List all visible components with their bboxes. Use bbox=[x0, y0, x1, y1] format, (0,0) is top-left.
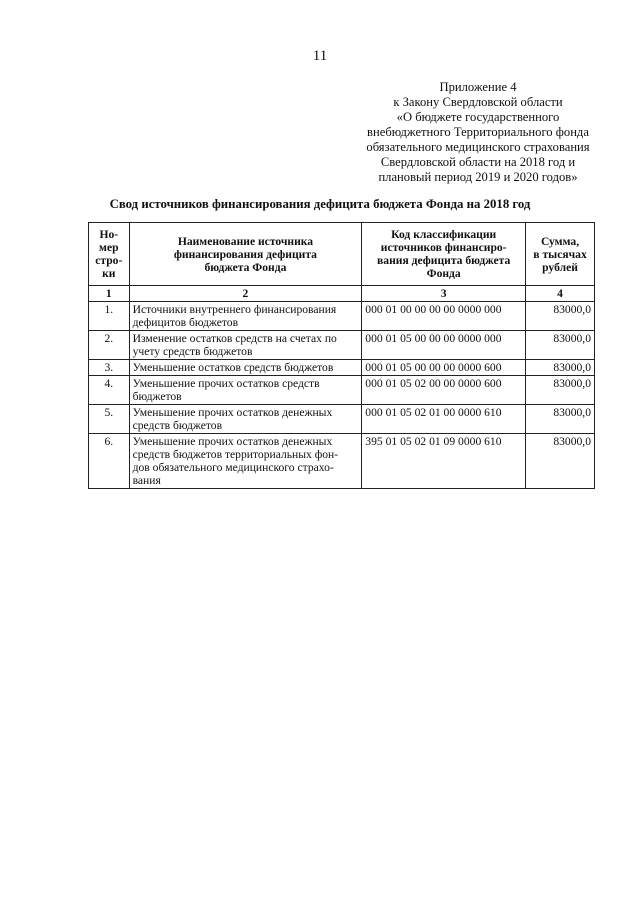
table-row bbox=[89, 331, 595, 360]
sum-value: 83000,0 bbox=[526, 434, 595, 489]
classification-code: 000 01 05 02 00 00 0000 600 bbox=[362, 376, 526, 405]
header-classification-code: Код классификации источников финансиро- вания дефицита бюджета Фонда bbox=[362, 223, 526, 286]
column-number-row bbox=[89, 286, 595, 302]
table-row bbox=[89, 405, 595, 434]
classification-code: 000 01 05 00 00 00 0000 000 bbox=[362, 331, 526, 360]
sum-value: 83000,0 bbox=[526, 331, 595, 360]
header-source-name: Наименование источника финансирования дефицита бюджета Фонда bbox=[129, 223, 362, 286]
column-number: 3 bbox=[362, 286, 526, 302]
row-number: 3. bbox=[89, 360, 130, 376]
appendix-line: «О бюджете государственного bbox=[396, 110, 560, 124]
source-name: Уменьшение прочих остатков средств бюджетов bbox=[129, 376, 362, 405]
column-number: 1 bbox=[89, 286, 130, 302]
appendix-line: Приложение 4 bbox=[439, 80, 517, 94]
appendix-line: внебюджетного Территориального фонда bbox=[367, 125, 589, 139]
table-header-row bbox=[89, 223, 595, 286]
document-title: Свод источников финансирования дефицита бюджета Фонда на 2018 год bbox=[109, 197, 531, 211]
appendix-line: Свердловской области на 2018 год и bbox=[380, 155, 576, 169]
sum-value: 83000,0 bbox=[526, 376, 595, 405]
source-name: Уменьшение прочих остатков денежных средств бюджетов bbox=[129, 405, 362, 434]
row-number: 6. bbox=[89, 434, 130, 489]
classification-code: 000 01 05 00 00 00 0000 600 bbox=[362, 360, 526, 376]
header-sum: Сумма, в тысячах рублей bbox=[526, 223, 595, 286]
row-number: 2. bbox=[89, 331, 130, 360]
appendix-header bbox=[358, 80, 598, 185]
header-row-number: Но- мер стро- ки bbox=[89, 223, 130, 286]
page-number: 11 bbox=[312, 48, 328, 64]
row-number: 4. bbox=[89, 376, 130, 405]
table-row bbox=[89, 302, 595, 331]
source-name: Уменьшение остатков средств бюджетов bbox=[129, 360, 362, 376]
source-name: Изменение остатков средств на счетах по учету средств бюджетов bbox=[129, 331, 362, 360]
appendix-line: плановый период 2019 и 2020 годов» bbox=[378, 170, 578, 184]
table-row bbox=[89, 434, 595, 489]
sum-value: 83000,0 bbox=[526, 360, 595, 376]
sum-value: 83000,0 bbox=[526, 405, 595, 434]
sum-value: 83000,0 bbox=[526, 302, 595, 331]
classification-code: 000 01 00 00 00 00 0000 000 bbox=[362, 302, 526, 331]
table-row bbox=[89, 376, 595, 405]
classification-code: 395 01 05 02 01 09 0000 610 bbox=[362, 434, 526, 489]
column-number: 4 bbox=[526, 286, 595, 302]
source-name: Источники внутреннего финансирования дефицитов бюджетов bbox=[129, 302, 362, 331]
row-number: 1. bbox=[89, 302, 130, 331]
row-number: 5. bbox=[89, 405, 130, 434]
table-row bbox=[89, 360, 595, 376]
classification-code: 000 01 05 02 01 00 0000 610 bbox=[362, 405, 526, 434]
appendix-line: обязательного медицинского страхования bbox=[366, 140, 590, 154]
source-name: Уменьшение прочих остатков денежных средств бюджетов территориальных фон- дов обязательного медицинского страхо- вания bbox=[129, 434, 362, 489]
appendix-line: к Закону Свердловской области bbox=[393, 95, 563, 109]
column-number: 2 bbox=[129, 286, 362, 302]
financing-sources-table bbox=[88, 222, 595, 489]
